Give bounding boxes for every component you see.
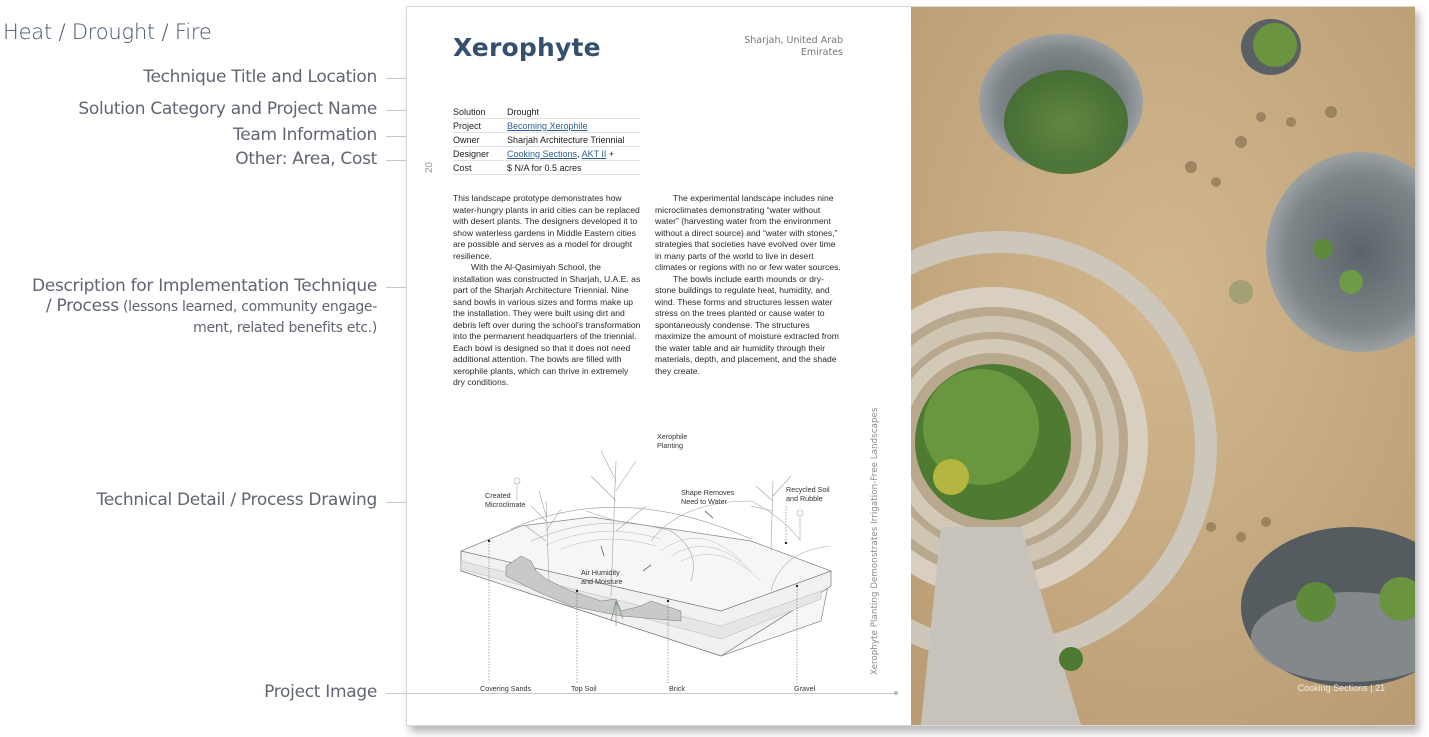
info-row-cost [453, 161, 640, 175]
label-line: Created [485, 491, 511, 500]
technique-title: Xerophyte [453, 33, 601, 62]
info-key: Project [453, 120, 482, 131]
annotation-category-project: Solution Category and Project Name [78, 99, 377, 119]
annotation-title-location: Technique Title and Location [143, 67, 377, 87]
info-key: Cost [453, 162, 472, 173]
info-row-project [453, 119, 640, 133]
description-column-1 [453, 193, 641, 389]
leader-line-project-image [386, 693, 896, 694]
annotation-description [32, 276, 377, 338]
label-recycled-soil [786, 485, 830, 503]
annotation-description-line3 [32, 317, 377, 338]
annotation-description-note-2: ment, related benefits etc.) [193, 320, 377, 336]
label-line: Microclimate [485, 500, 526, 509]
label-line: Shape Removes [681, 488, 735, 497]
category-heading: Heat / Drought / Fire [3, 20, 212, 44]
label-line: and Rubble [786, 494, 823, 503]
label-line: Recycled Soil [786, 485, 830, 494]
project-info-table [453, 105, 640, 175]
designer-link-akt[interactable]: AKT II [581, 148, 607, 159]
info-row-solution [453, 105, 640, 119]
right-page [911, 7, 1415, 725]
separator: , [577, 148, 582, 159]
annotation-description-line1: Description for Implementation Technique [32, 276, 377, 296]
aerial-project-photo [911, 7, 1415, 725]
folio: Cooking Sections | 21 [1297, 683, 1385, 693]
info-value: Drought [507, 106, 540, 117]
info-key: Solution [453, 106, 486, 117]
designer-link-cooking-sections[interactable]: Cooking Sections [507, 148, 578, 159]
label-created-microclimate [485, 491, 525, 509]
annotation-description-note: (lessons learned, community engage- [118, 299, 377, 315]
info-key: Owner [453, 134, 480, 145]
book-spread [406, 6, 1415, 726]
paragraph: The experimental landscape includes nine microclimates demonstrating “water without water” (harvesting water from the environment without a direct source) and “water with stones,” strategies that societies have evolved over time in many parts of the world to live in desert climates or regions with no or few water sources. [655, 193, 841, 272]
annotation-image: Project Image [264, 682, 377, 702]
annotation-other: Other: Area, Cost [235, 149, 377, 169]
paragraph: This landscape prototype demonstrates how water-hungry plants in arid cities can be replaced with desert plants. The designers developed it to show waterless gardens in Middle Eastern cities are possible and serves as a model for drought resilience. [453, 193, 640, 261]
location [744, 35, 843, 59]
info-value [507, 121, 588, 131]
annotation-drawing: Technical Detail / Process Drawing [96, 490, 377, 510]
info-value: Sharjah Architecture Triennial [507, 134, 625, 145]
info-key: Designer [453, 148, 490, 159]
label-gravel: Gravel [794, 684, 816, 693]
annotation-description-process: / Process [45, 296, 119, 316]
location-line-1: Sharjah, United Arab [744, 35, 843, 46]
project-link[interactable]: Becoming Xerophile [507, 120, 588, 131]
vertical-caption: Xerophyte Planting Demonstrates Irrigation-Free Landscapes [870, 407, 880, 675]
label-line: Xerophile [657, 432, 688, 441]
info-value [507, 149, 614, 159]
label-line: and Moisture [581, 577, 623, 586]
more-indicator: + [606, 148, 615, 159]
paragraph: The bowls include earth mounds or dry-stone buildings to regulate heat, humidity, and wind. These forms and structures lessen water stress on the trees planted or cause water to spontaneously condense. The structures maximize the amount of moisture extracted from the water table and air humidity through their materials, depth, and placement, and the shade they create. [655, 273, 839, 376]
info-row-owner [453, 133, 640, 147]
description-column-2 [655, 193, 843, 377]
left-page [407, 7, 911, 725]
label-covering-sands: Covering Sands [480, 684, 532, 693]
label-shape-removes [681, 488, 734, 506]
info-value: $ N/A for 0.5 acres [507, 162, 582, 173]
paragraph: With the Al-Qasimiyah School, the installation was constructed in Sharjah, U.A.E. as part of the Sharjah Architecture Triennial. Nine sand bowls in various sizes and forms make up the installation. They were built using dirt and debris left over during the school's transformation into the permanent headquarters of the triennial. Each bowl is designed so that it does not need additional attention. The bowls are filled with xerophile plants, which can thrive in extremely dry conditions. [453, 262, 641, 387]
label-top-soil: Top Soil [571, 684, 597, 693]
annotation-description-line2 [32, 296, 377, 317]
technical-drawing [451, 421, 861, 691]
annotation-team: Team Information [233, 125, 377, 145]
info-row-designer [453, 147, 640, 161]
page-number-left: 20 [424, 161, 435, 173]
label-line: Need to Water [681, 497, 728, 506]
label-line: Planting [657, 441, 683, 450]
location-line-2: Emirates [800, 47, 843, 58]
label-xerophile-planting [657, 432, 687, 450]
label-air-humidity [581, 568, 623, 586]
label-brick: Brick [669, 684, 685, 693]
axonometric-section-illustration [451, 421, 861, 691]
label-line: Air Humidity [581, 568, 620, 577]
